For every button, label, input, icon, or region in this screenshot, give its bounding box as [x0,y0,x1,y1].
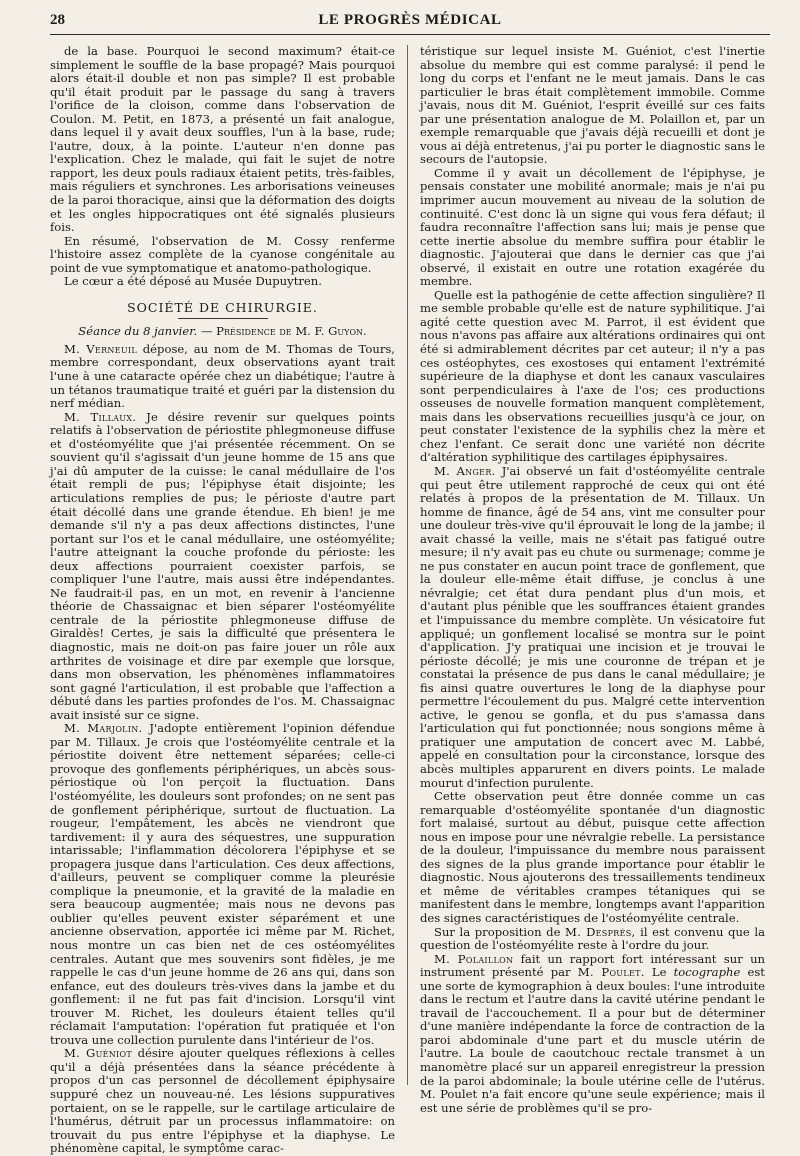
paragraph: de la base. Pourquoi le second maximum? était-ce simplement le souffle de la base propagé? Mais pourquoi alors était-il double et non pas simple? Il est probable qu'il était produit par le passage du sang à travers l'orifice de la cloison, comme dans l'observation de Coulon. M. Petit, en 1873, a présenté un fait analogue, dans lequel il y avait deux souffles, l'un à la base, rude; l'autre, doux, à la pointe. L'auteur n'en donne pas l'explication. Chez le malade, qui fait le sujet de notre rapport, les deux pouls radiaux étaient petits, très-faibles, mais réguliers et synchrones. Les arborisations veineuses de la paroi thoracique, ainsi que la déformation des doigts et les ongles hippocratiques ont été signalés plusieurs fois. [50,44,395,235]
speech-text: J'ai observé un fait d'ostéomyélite centrale qui peut être utilement rapproché de ceux qui ont été relatés à propos de la présentation de M. Tillaux. Un homme de finance, âgé de 54 ans, vint me consulter pour une douleur très-vive qu'il éprouvait le long de la jambe; il avait chassé la veille, mais ne s'était pas fatigué outre mesure; il n'y avait pas eu chute ou surmenage; comme je ne pus constater en aucun point trace de gonflement, que la douleur elle-même était diffuse, je conclus à une névralgie; cet état dura pendant plus d'un mois, et d'autant plus pénible que les souffrances étaient grandes et l'impuissance du membre complète. Un vésicatoire fut appliqué; un gonflement localisé se montra sur le point d'application. J'y pratiquai une incision et je trouvai le périoste décollé; je mis une couronne de trépan et je constatai la présence de pus dans le canal médullaire; je fis ainsi quatre ouvertures le long de la diaphyse pour permettre l'écoulement du pus. Malgré cette intervention active, le genou se gonfla, et du pus s'amassa dans l'articulation qui fut ponctionnée; nous songions même à pratiquer une amputation de concert avec M. Labbé, appelé en consultation pour la circonstance, lorsque des abcès multiples apparurent en divers points. Le malade mourut d'infection purulente. [420,463,766,790]
speaker-name: M. Després, [565,924,636,939]
speech-text: est une sorte de kymographion à deux boules: l'une introduite dans le rectum et l'autre dans la cavité utérine pendant le travail de l'accouchement. Il a pour but de déterminer d'une manière indépendante la force de contraction de la paroi abdominale d'une part et du muscle utérin de l'autre. La boule de caoutchouc rectale transmet à un manomètre placé sur un appareil enregistreur la pression de la paroi abdominale; la boule utérine celle de l'utérus. M. Poulet n'a fait encore qu'une seule expérience; mais il est une série de problèmes qu'il se pro- [420,965,765,1115]
text-run: il est convenu que la question de l'ostéomyélite reste à l'ordre du jour. [420,924,765,953]
paragraph: Comme il y avait un décollement de l'épiphyse, je pensais constater une mobilité anormale; mais je n'ai pu imprimer aucun mouvement au niveau de la solution de continuité. C'est donc là un signe qui vous fera défaut; il faudra reconnaître l'affection sans lui; mais je pense que cette inertie absolue du membre suffira pour établir le diagnostic. J'ajouterai que dans le dernier cas que j'ai observé, il existait en outre une rotation exagérée du membre. [420,165,765,289]
text-run: Le [651,965,667,980]
right-column [420,45,765,1156]
paragraph: Le cœur a été déposé au Musée Dupuytren. [64,274,322,289]
running-head [50,8,770,35]
session-line [50,325,395,339]
session-presidency: — Présidence de M. F. Guyon. [200,324,367,339]
column-divider [407,45,408,1085]
paragraph: Quelle est la pathogénie de cette affection singulière? Il me semble probable qu'elle est de nature syphilitique. J'ai agité cette question avec M. Parrot, il est évident que nous n'avons pas affaire aux altérations ordinaires qui ont été si admirablement décrites par cet auteur; il n'y a pas ces ostéophytes, ces exostoses qui entament l'extrémité supérieure de la diaphyse et dont les canaux vasculaires sont perpendiculaires à l'axe de l'os; ces productions osseuses de nouvelle formation manquent complètement, mais dans les observations recueillies jusqu'à ce jour, on peut constater l'existence de la syphilis chez la mère et chez l'enfant. Ce serait donc une variété non décrite d'altération syphilitique des cartilages épiphysaires. [420,287,765,465]
speech-text: J'adopte entièrement l'opinion défendue par M. Tillaux. Je crois que l'ostéomyélite centrale et la périostite doivent être nettement séparées; celle-ci provoque des gonflements périphériques, un abcès sous-périostique où l'on perçoit la fluctuation. Dans l'ostéomyélite, les douleurs sont profondes; on ne sent pas de gonflement périphérique, surtout de fluctuation. La rougeur, l'empâtement, les abcès ne viendront que tardivement: il y aura des séquestres, une suppuration intarissable; l'inflammation décolorera l'épiphyse et se propagera jusque dans l'articulation. Ces deux affections, d'ailleurs, peuvent se compliquer comme la pleurésie complique la pneumonie, et la gravité de la maladie en sera beaucoup augmentée; mais nous ne devons pas oublier qu'elles peuvent exister séparément et une ancienne observation, apportée ici même par M. Richet, nous montre un cas bien net de ces ostéomyélites centrales. Autant que mes souvenirs sont fidèles, je me rappelle le cas d'un jeune homme de 26 ans qui, dans son enfance, eut des douleurs très-vives dans la jambe et du gonflement: il ne fut pas fait d'incision. Lorsqu'il vint trouver M. Richet, les douleurs étaient telles qu'il réclamait l'amputation: l'opération fut pratiquée et l'on trouva une collection purulente dans l'intérieur de l'os. [50,721,396,1047]
paragraph [50,343,395,411]
speech-text: désire ajouter quelques réflexions à celles qu'il a déjà présentées dans la séance précédente à propos d'un cas personnel de décollement épiphysaire suppuré chez un nouveau-né. Les lésions suppuratives portaient, on se le rappelle, sur le cartilage articulaire de l'humérus, détruit par un processus inflammatoire: on trouvait du pus entre l'épiphyse et la diaphyse. Le phénomène capital, le symptôme carac- [50,1046,396,1156]
section-title: SOCIÉTÉ DE CHIRURGIE. [127,299,318,315]
speaker-name: M. Tillaux. [64,409,137,424]
speaker-name: M. Polaillon [434,951,514,966]
instrument-name: tocographe [673,965,741,980]
speech-text: Je désire revenir sur quelques points relatifs à l'observation de périostite phlegmoneuse diffuse et d'ostéomyélite que j'ai présentée récemment. On se souvient qu'il s'agissait d'un jeune homme de 15 ans que j'ai dû amputer de la cuisse: le canal médullaire de l'os était rempli de pus; l'épiphyse était disjointe; les articulations remplies de pus; le périoste d'autre part était décollé dans une grande étendue. Eh bien! je me demande s'il n'y a pas deux affections distinctes, l'une portant sur l'os et le canal médullaire, une ostéomyélite; l'autre atteignant la couche profonde du périoste: les deux affections pourraient coexister parfois, se compliquer l'une l'autre, mais aussi être indépendantes. Ne faudrait-il pas, en un mot, en revenir à l'ancienne théorie de Chassaignac et bien séparer l'ostéomyélite centrale de la périostite phlegmoneuse diffuse de Giraldès! Certes, je sais la difficulté que présentera le diagnostic, mais ne doit-on pas faire jouer un rôle aux arthrites de voisinage et dire par exemple que lorsque, dans mon observation, les phénomènes inflammatoires sont gagné l'articulation, il est probable que l'affection a débuté dans les parties profondes de l'os. M. Chassaignac avait insisté sur ce signe. [50,409,395,722]
journal-title: LE PROGRÈS MÉDICAL [318,12,502,28]
section-divider [178,318,268,319]
text-run: Sur la proposition de [434,924,561,939]
speaker-name: M. Anger. [434,463,496,478]
text-columns [50,45,770,1156]
speaker-name: M. Marjolin. [64,721,143,736]
speaker-name: M. Verneuil [64,341,137,356]
session-date: Séance du 8 janvier. [78,324,198,339]
speaker-name: M. Poulet. [577,965,645,980]
paragraph: téristique sur lequel insiste M. Guéniot, c'est l'inertie absolue du membre qui est comme paralysé: il pend le long du corps et l'enfant ne le meut jamais. Dans le cas particulier le bras était complètement immobile. Comme j'avais, nous dit M. Guéniot, l'esprit éveillé sur ces faits par une présentation analogue de M. Polaillon et, par un exemple remarquable que j'avais déjà recueilli et dont je vous ai déjà entretenus, j'ai pu porter le diagnostic sans le secours de l'autopsie. [420,44,765,167]
text-run: fait un rapport fort intéressant sur un instrument présenté par [420,951,765,980]
speaker-name: M. Guéniot [64,1046,133,1061]
left-column [50,45,395,1156]
paragraph [420,926,765,953]
page-number: 28 [50,12,65,28]
paragraph [420,953,765,1116]
paragraph: Cette observation peut être donnée comme un cas remarquable d'ostéomyélite spontanée d'un diagnostic fort malaisé, surtout au début, puisque cette affection nous en impose pour une névralgie rebelle. La persistance de la douleur, l'impuissance du membre nous paraissent des signes de la plus grande importance pour établir le diagnostic. Nous ajouterons des tressaillements tendineux et même de véritables crampes tétaniques qui se manifestent dans le membre, longtemps avant l'apparition des signes caractéristiques de l'ostéomyélite centrale. [420,789,765,925]
paragraph [50,411,395,723]
speech-text: dépose, au nom de M. Thomas de Tours, membre correspondant, deux observations ayant trait l'une à une cataracte opérée chez un diabétique; l'autre à un tétanos traumatique traité et guéri par la distension du nerf médian. [50,341,395,411]
paragraph [50,1047,395,1155]
paragraph [50,722,395,1047]
paragraph: En résumé, l'observation de M. Cossy renferme l'histoire assez complète de la cyanose congénitale au point de vue symptomatique et anatomo-pathologique. [50,233,395,275]
paragraph [420,465,765,790]
